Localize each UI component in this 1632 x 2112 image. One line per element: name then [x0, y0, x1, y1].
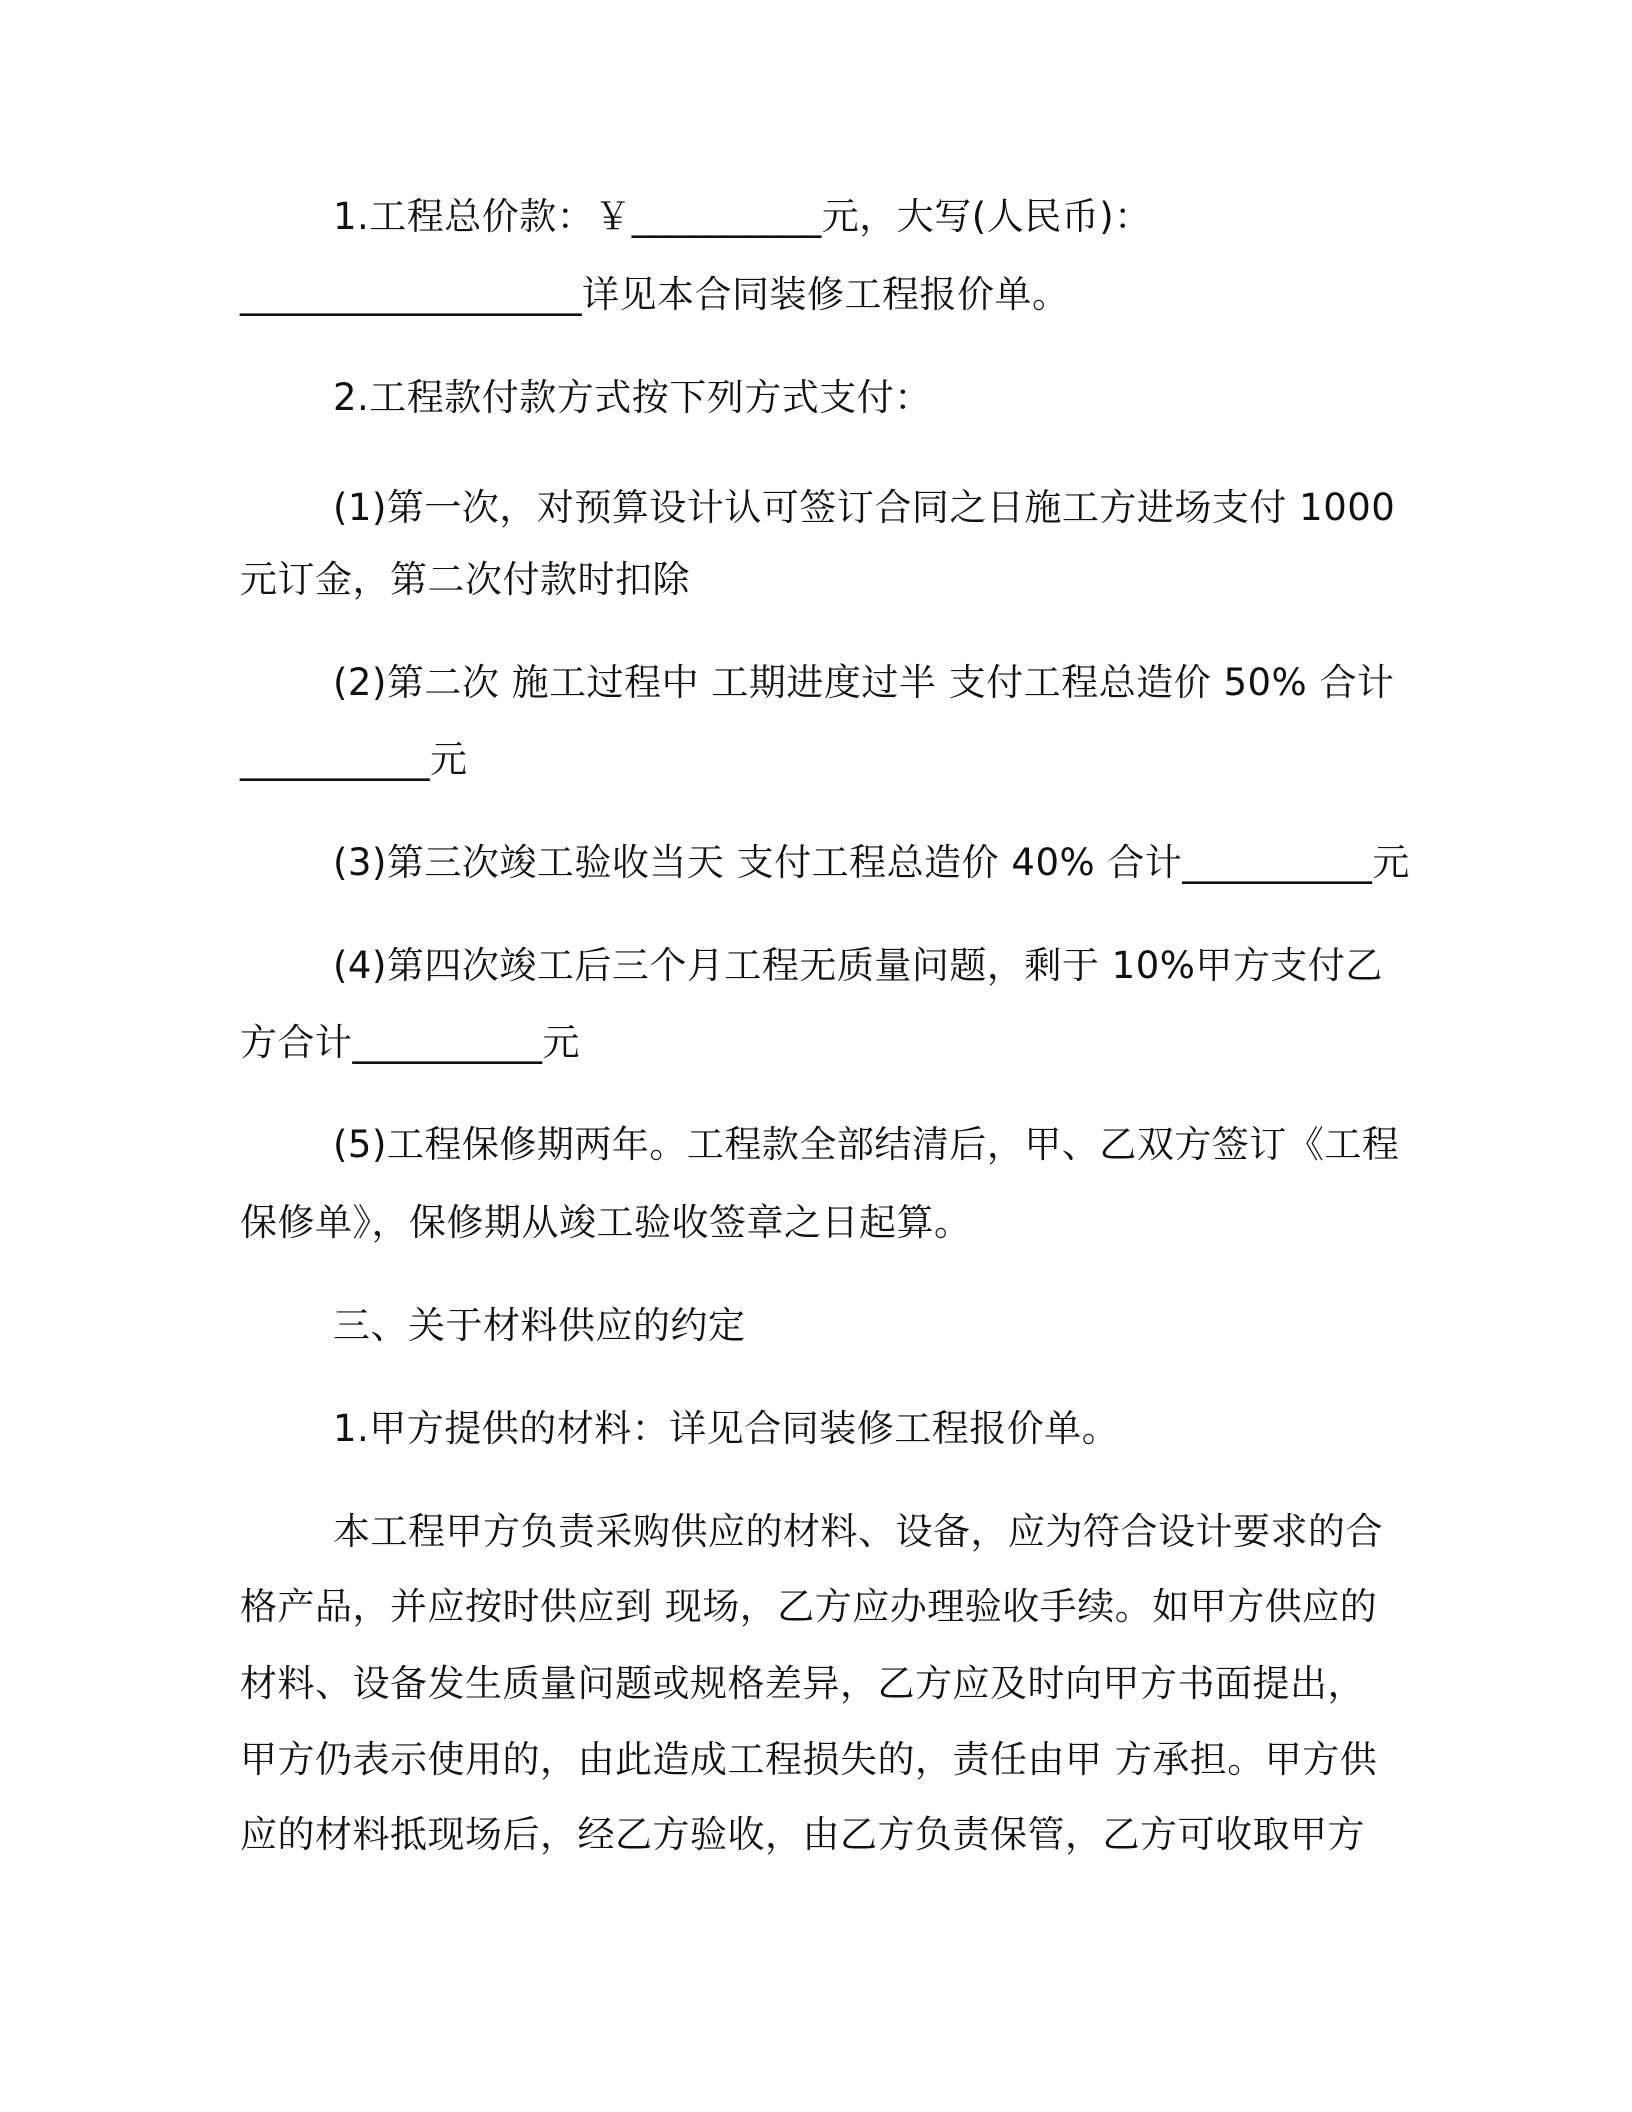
payment-item-2-continued: __________元 [240, 738, 468, 781]
section-three-heading: 三、关于材料供应的约定 [333, 1304, 746, 1347]
total-price-line-continued: __________________详见本合同装修工程报价单。 [240, 273, 1070, 316]
materials-paragraph-line-2: 格产品，并应按时供应到 现场，乙方应办理验收手续。如甲方供应的 [240, 1585, 1378, 1628]
materials-paragraph-line-3: 材料、设备发生质量问题或规格差异，乙方应及时向甲方书面提出， [240, 1662, 1365, 1705]
payment-item-5-continued: 保修单》，保修期从竣工验收签章之日起算。 [240, 1201, 972, 1244]
payment-item-5: (5)工程保修期两年。工程款全部结清后，甲、乙双方签订《工程 [333, 1123, 1400, 1166]
materials-paragraph-line-4: 甲方仍表示使用的，由此造成工程损失的，责任由甲 方承担。甲方供 [240, 1738, 1378, 1781]
party-a-materials-line: 1.甲方提供的材料：详见合同装修工程报价单。 [333, 1407, 1120, 1450]
payment-item-1: (1)第一次，对预算设计认可签订合同之日施工方进场支付 1000 [333, 486, 1396, 529]
total-price-line: 1.工程总价款：￥__________元，大写(人民币)： [333, 195, 1152, 238]
payment-item-4: (4)第四次竣工后三个月工程无质量问题，剩于 10%甲方支付乙 [333, 944, 1383, 987]
payment-item-4-continued: 方合计__________元 [240, 1021, 580, 1064]
payment-method-heading: 2.工程款付款方式按下列方式支付： [333, 376, 932, 419]
materials-paragraph-line-1: 本工程甲方负责采购供应的材料、设备，应为符合设计要求的合 [333, 1510, 1383, 1553]
materials-paragraph-line-5: 应的材料抵现场后，经乙方验收，由乙方负责保管，乙方可收取甲方 [240, 1813, 1365, 1856]
payment-item-1-continued: 元订金，第二次付款时扣除 [240, 558, 690, 601]
payment-item-3: (3)第三次竣工验收当天 支付工程总造价 40% 合计__________元 [333, 841, 1410, 884]
payment-item-2: (2)第二次 施工过程中 工期进度过半 支付工程总造价 50% 合计 [333, 661, 1395, 704]
